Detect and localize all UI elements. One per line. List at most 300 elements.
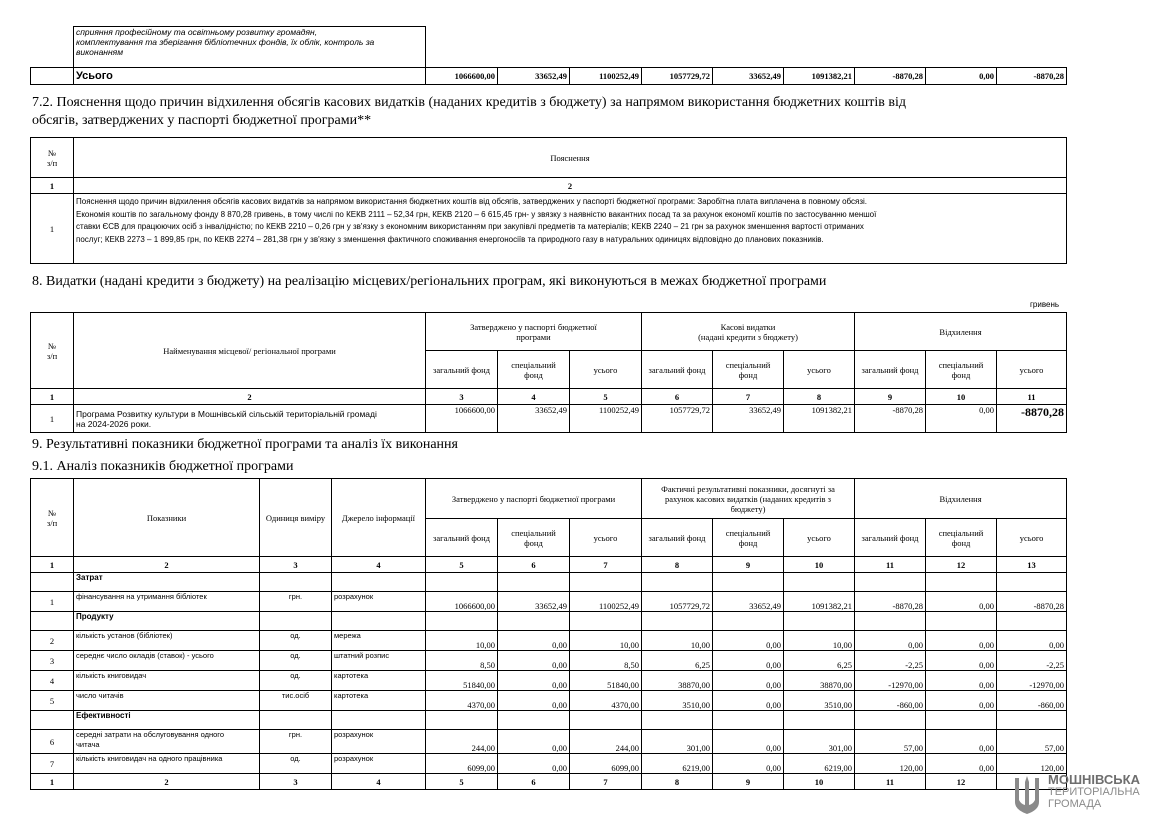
- section-9-1-title: 9.1. Аналіз показників бюджетної програми: [32, 459, 294, 474]
- value-cell: 33652,49: [713, 592, 784, 612]
- empty-cell: [31, 612, 74, 631]
- value-cell: -860,00: [855, 691, 926, 711]
- indicator-line: кількість установ (бібліотек): [76, 631, 173, 640]
- value-cell: 33652,49: [498, 592, 570, 612]
- empty-cell: [260, 573, 332, 592]
- value-cell: 1066600,00: [426, 405, 498, 433]
- value-cell: 1100252,49: [570, 592, 642, 612]
- value-cell: 0,00: [926, 754, 997, 774]
- indicator-line: середнє число окладів (ставок) - усього: [76, 651, 214, 660]
- total-value: 0,00: [926, 68, 997, 85]
- section-8-title: 8. Видатки (надані кредити з бюджету) на реалізацію місцевих/регіональних програм, які виконуються в межах бюджетної програми: [32, 274, 827, 289]
- index-cell: 4: [498, 389, 570, 405]
- indicator-line: число читачів: [76, 691, 124, 700]
- num-header: [31, 313, 74, 389]
- value-cell: 0,00: [855, 631, 926, 651]
- desc-line: комплектування та зберігання бібліотечних фондів, їх облік, контроль за: [76, 37, 375, 47]
- index-cell: 8: [784, 389, 855, 405]
- header-line: спеціальний: [511, 359, 556, 370]
- desc-line: виконанням: [76, 47, 124, 57]
- sub-header-general: загальний фонд: [426, 519, 498, 557]
- indicator-name: [74, 631, 260, 651]
- total-value: 1066600,00: [426, 68, 498, 85]
- value-cell: 0,00: [926, 651, 997, 671]
- value-cell: 6,25: [784, 651, 855, 671]
- header-line: спеціальний: [725, 527, 771, 538]
- total-value: 33652,49: [713, 68, 784, 85]
- approved-group-header: Затверджено у паспорті бюджетної програми: [426, 479, 642, 519]
- index-cell: 5: [426, 557, 498, 573]
- sub-header-general: загальний фонд: [426, 351, 498, 389]
- value-cell: 1091382,21: [784, 405, 855, 433]
- value-cell: 0,00: [926, 631, 997, 651]
- value-cell: 0,00: [498, 754, 570, 774]
- index-cell: 4: [332, 557, 426, 573]
- empty-cell: [713, 711, 784, 730]
- header-line: фонд: [524, 537, 543, 548]
- row-number: 1: [31, 194, 74, 264]
- indicator-line: фінансування на утримання бібліотек: [76, 592, 207, 601]
- row-number: 1: [31, 592, 74, 612]
- value-cell: 244,00: [426, 730, 498, 754]
- source-cell: штатний розпис: [332, 651, 426, 671]
- table-row: [31, 730, 1067, 754]
- text-line: послуг; КЕКВ 2273 – 1 899,85 грн, по КЕКВ 2274 – 281,38 грн у зв'язку з зменшення фактичного споживання енергоносіїв та природного газу в натуральних одиницях відповідно до планових показників.: [76, 234, 824, 244]
- empty-cell: [784, 711, 855, 730]
- empty-cell: [713, 612, 784, 631]
- program-name: [74, 405, 426, 433]
- value-cell: 57,00: [997, 730, 1067, 754]
- value-cell: -2,25: [855, 651, 926, 671]
- header-line: Затверджено у паспорті бюджетної: [470, 321, 597, 332]
- empty-cell: [426, 27, 1067, 68]
- num-label: з/п: [46, 350, 58, 361]
- value-cell: 33652,49: [498, 405, 570, 433]
- actual-group-header: [642, 479, 855, 519]
- value-cell: 6099,00: [426, 754, 498, 774]
- category-row: [31, 612, 1067, 631]
- header-line: спеціальний: [511, 527, 556, 538]
- source-cell: картотека: [332, 691, 426, 711]
- header-line: бюджету): [730, 503, 766, 514]
- sub-header-general: загальний фонд: [642, 351, 713, 389]
- value-cell: 33652,49: [713, 405, 784, 433]
- value-cell: 1091382,21: [784, 592, 855, 612]
- table-row: [31, 592, 1067, 612]
- value-cell: 0,00: [926, 592, 997, 612]
- unit-cell: од.: [260, 754, 332, 774]
- programs-table: [30, 312, 1067, 433]
- value-cell: 3510,00: [784, 691, 855, 711]
- explanation-text: [74, 194, 1067, 264]
- table-row: [31, 691, 1067, 711]
- value-cell: 0,00: [713, 730, 784, 754]
- index-cell: 10: [784, 557, 855, 573]
- value-cell: 1057729,72: [642, 592, 713, 612]
- num-label: №: [47, 340, 57, 351]
- header-line: (надані кредити з бюджету): [698, 331, 798, 342]
- indicator-name: [74, 592, 260, 612]
- footer-index-row: [31, 774, 1067, 790]
- value-cell: -860,00: [997, 691, 1067, 711]
- value-cell: 301,00: [642, 730, 713, 754]
- index-cell: 6: [498, 774, 570, 790]
- index-cell: 7: [713, 389, 784, 405]
- header-line: спеціальний: [938, 359, 984, 370]
- value-cell: -8870,28: [997, 592, 1067, 612]
- trident-icon: [1012, 774, 1042, 816]
- value-cell: 38870,00: [784, 671, 855, 691]
- header-line: Фактичні результативні показники, досягнуті за: [661, 483, 835, 494]
- indicators-table: [30, 478, 1067, 790]
- index-cell: 1: [31, 178, 74, 194]
- index-cell: 1: [31, 389, 74, 405]
- value-cell: -12970,00: [997, 671, 1067, 691]
- index-cell: 12: [926, 557, 997, 573]
- value-cell: 10,00: [784, 631, 855, 651]
- index-cell: 7: [570, 557, 642, 573]
- sub-header-total: усього: [784, 351, 855, 389]
- index-cell: 9: [713, 557, 784, 573]
- row-number: 4: [31, 671, 74, 691]
- empty-cell: [642, 612, 713, 631]
- empty-cell: [713, 573, 784, 592]
- row-number: 5: [31, 691, 74, 711]
- value-cell: 0,00: [713, 631, 784, 651]
- value-cell: 0,00: [713, 651, 784, 671]
- section-9-title: 9. Результативні показники бюджетної програми та аналіз їх виконання: [32, 437, 458, 452]
- value-cell: 8,50: [426, 651, 498, 671]
- index-cell: 4: [332, 774, 426, 790]
- value-cell: 120,00: [997, 754, 1067, 774]
- index-cell: 3: [260, 774, 332, 790]
- value-cell: 1057729,72: [642, 405, 713, 433]
- program-line: Програма Розвитку культури в Мошнівській сільській територіальній громаді: [76, 408, 377, 419]
- unit-cell: тис.осіб: [260, 691, 332, 711]
- index-row: [31, 557, 1067, 573]
- table-row: [31, 671, 1067, 691]
- unit-label: гривень: [1030, 300, 1060, 309]
- source-cell: розрахунок: [332, 730, 426, 754]
- num-header: [31, 479, 74, 557]
- logo-line: ТЕРИТОРІАЛЬНА: [1048, 786, 1140, 798]
- empty-cell: [926, 573, 997, 592]
- sub-header-special: [926, 351, 997, 389]
- value-cell: 10,00: [642, 631, 713, 651]
- index-cell: 8: [642, 774, 713, 790]
- empty-cell: [426, 612, 498, 631]
- approved-group-header: [426, 313, 642, 351]
- empty-cell: [997, 711, 1067, 730]
- value-cell: 10,00: [426, 631, 498, 651]
- header-line: спеціальний: [938, 527, 984, 538]
- empty-cell: [31, 68, 74, 85]
- sub-header-total: усього: [997, 351, 1067, 389]
- empty-cell: [997, 573, 1067, 592]
- value-cell: 244,00: [570, 730, 642, 754]
- value-cell: 4370,00: [570, 691, 642, 711]
- index-cell: 6: [498, 557, 570, 573]
- value-cell: 38870,00: [642, 671, 713, 691]
- index-cell: 5: [570, 389, 642, 405]
- program-name-header: Найменування місцевої/ регіональної програми: [74, 313, 426, 389]
- index-cell: 12: [926, 774, 997, 790]
- explanation-header: Пояснення: [74, 138, 1067, 178]
- num-header: [31, 138, 74, 178]
- index-cell: 6: [642, 389, 713, 405]
- sub-header-special: [498, 351, 570, 389]
- total-value: 1100252,49: [570, 68, 642, 85]
- index-cell: 5: [426, 774, 498, 790]
- total-value: -8870,28: [855, 68, 926, 85]
- empty-cell: [570, 573, 642, 592]
- unit-cell: од.: [260, 631, 332, 651]
- empty-cell: [855, 573, 926, 592]
- empty-cell: [926, 612, 997, 631]
- value-cell: 0,00: [498, 730, 570, 754]
- row-number: 1: [31, 405, 74, 433]
- table-row: [31, 754, 1067, 774]
- header-line: фонд: [738, 537, 758, 548]
- index-cell: 11: [855, 774, 926, 790]
- indicator-name: [74, 730, 260, 754]
- value-cell: 0,00: [713, 754, 784, 774]
- empty-cell: [642, 573, 713, 592]
- sub-header-special: [713, 351, 784, 389]
- title-line: обсягів, затверджених у паспорті бюджетної програми**: [32, 113, 372, 128]
- value-cell: 0,00: [498, 691, 570, 711]
- category-label: Ефективності: [74, 711, 260, 730]
- index-row: [31, 389, 1067, 405]
- header-line: програми: [516, 331, 551, 342]
- text-line: Пояснення щодо причин відхилення обсягів касових видатків за напрямом використання бюджетних коштів від обсягів, затверджених у паспорті бюджетної програми: Заробітна плата виплачена в повному обсязі.: [76, 197, 868, 206]
- row-number: 6: [31, 730, 74, 754]
- unit-cell: од.: [260, 671, 332, 691]
- num-label: з/п: [46, 517, 58, 528]
- source-cell: мережа: [332, 631, 426, 651]
- index-cell: 10: [926, 389, 997, 405]
- value-cell: 0,00: [997, 631, 1067, 651]
- empty-cell: [570, 612, 642, 631]
- index-cell: 3: [260, 557, 332, 573]
- value-cell: 51840,00: [570, 671, 642, 691]
- index-cell: 13: [997, 557, 1067, 573]
- program-description: [74, 27, 426, 68]
- explanation-table: [30, 137, 1067, 264]
- empty-cell: [784, 612, 855, 631]
- community-logo: [1012, 772, 1152, 818]
- empty-cell: [332, 573, 426, 592]
- source-cell: картотека: [332, 671, 426, 691]
- index-cell: 3: [426, 389, 498, 405]
- deviation-group-header: Відхилення: [855, 313, 1067, 351]
- value-cell: 6099,00: [570, 754, 642, 774]
- total-value: -8870,28: [997, 68, 1067, 85]
- index-cell: 1: [31, 774, 74, 790]
- empty-cell: [260, 612, 332, 631]
- total-value: 1091382,21: [784, 68, 855, 85]
- value-cell: 3510,00: [642, 691, 713, 711]
- category-label: Затрат: [74, 573, 260, 592]
- cash-group-header: [642, 313, 855, 351]
- unit-header: Одиниця виміру: [260, 479, 332, 557]
- sub-header-general: загальний фонд: [855, 351, 926, 389]
- value-cell: 8,50: [570, 651, 642, 671]
- category-row: [31, 573, 1067, 592]
- value-cell: 0,00: [926, 671, 997, 691]
- sub-header-total: усього: [570, 519, 642, 557]
- table-row: [31, 651, 1067, 671]
- total-value: 33652,49: [498, 68, 570, 85]
- empty-cell: [570, 711, 642, 730]
- row-number: 3: [31, 651, 74, 671]
- text-line: ставки ЄСВ для працюючих осіб з інвалідністю; по КЕКВ 2210 – 0,26 грн у зв'язку з економним використанням при закупівлі предметів та матеріалів; КЕКВ 2240 – 21 грн за рахунок зменшення вартості отриманих: [76, 222, 864, 231]
- num-label: №: [47, 507, 57, 518]
- value-cell: 6219,00: [642, 754, 713, 774]
- logo-line: МОШНІВСЬКА: [1048, 772, 1140, 787]
- empty-cell: [784, 573, 855, 592]
- value-cell: 6,25: [642, 651, 713, 671]
- desc-line: сприяння професійному та освітньому розвитку громадян,: [76, 27, 318, 37]
- index-cell: 1: [31, 557, 74, 573]
- value-cell: -8870,28: [855, 592, 926, 612]
- empty-cell: [426, 711, 498, 730]
- index-cell: 10: [784, 774, 855, 790]
- section-7-2-title: [32, 94, 906, 130]
- source-cell: розрахунок: [332, 592, 426, 612]
- empty-cell: [31, 711, 74, 730]
- header-line: спеціальний: [725, 359, 771, 370]
- program-line: на 2024-2026 роки.: [76, 418, 152, 429]
- sub-header-general: загальний фонд: [855, 519, 926, 557]
- empty-cell: [855, 711, 926, 730]
- unit-cell: грн.: [260, 592, 332, 612]
- sub-header-total: усього: [570, 351, 642, 389]
- empty-cell: [260, 711, 332, 730]
- header-line: рахунок касових видатків (наданих кредитів з: [665, 493, 831, 504]
- index-cell: 2: [74, 178, 1067, 194]
- empty-cell: [31, 573, 74, 592]
- empty-cell: [332, 711, 426, 730]
- value-cell: 6219,00: [784, 754, 855, 774]
- empty-cell: [498, 573, 570, 592]
- total-label: Усього: [74, 68, 426, 85]
- index-cell: 8: [642, 557, 713, 573]
- header-line: Касові видатки: [720, 321, 776, 332]
- empty-cell: [426, 573, 498, 592]
- indicator-name: [74, 691, 260, 711]
- header-line: фонд: [738, 369, 758, 380]
- row-number: 2: [31, 631, 74, 651]
- indicator-line: читача: [76, 740, 100, 749]
- index-cell: 7: [570, 774, 642, 790]
- logo-line: ГРОМАДА: [1048, 798, 1102, 810]
- total-value: 1057729,72: [642, 68, 713, 85]
- deviation-group-header: Відхилення: [855, 479, 1067, 519]
- num-label: №: [47, 147, 57, 158]
- value-cell: 0,00: [498, 631, 570, 651]
- value-cell: 0,00: [926, 691, 997, 711]
- row-number: 7: [31, 754, 74, 774]
- indicator-line: кількість книговидач: [76, 671, 147, 680]
- index-cell: 9: [713, 774, 784, 790]
- category-label: Продукту: [74, 612, 260, 631]
- value-cell: 51840,00: [426, 671, 498, 691]
- value-cell: -2,25: [997, 651, 1067, 671]
- value-cell: -8870,28: [855, 405, 926, 433]
- indicator-name: [74, 671, 260, 691]
- num-label: з/п: [46, 157, 58, 168]
- value-cell: 301,00: [784, 730, 855, 754]
- sub-header-special: [498, 519, 570, 557]
- empty-cell: [332, 612, 426, 631]
- indicator-name: [74, 754, 260, 774]
- source-header: Джерело інформації: [332, 479, 426, 557]
- index-cell: 11: [997, 389, 1067, 405]
- value-cell: 4370,00: [426, 691, 498, 711]
- value-cell: 0,00: [713, 691, 784, 711]
- empty-cell: [31, 27, 74, 68]
- empty-cell: [642, 711, 713, 730]
- value-cell: 0,00: [713, 671, 784, 691]
- value-cell: 0,00: [926, 405, 997, 433]
- value-cell: -8870,28: [997, 405, 1067, 433]
- value-cell: 10,00: [570, 631, 642, 651]
- index-cell: 9: [855, 389, 926, 405]
- indicator-line: кількість книговидач на одного працівника: [76, 754, 223, 763]
- empty-cell: [855, 612, 926, 631]
- logo-text: [1048, 774, 1140, 810]
- value-cell: 1066600,00: [426, 592, 498, 612]
- header-line: фонд: [524, 369, 543, 380]
- indicator-header: Показники: [74, 479, 260, 557]
- sub-header-general: загальний фонд: [642, 519, 713, 557]
- unit-cell: грн.: [260, 730, 332, 754]
- index-cell: 2: [74, 389, 426, 405]
- table-row: [31, 405, 1067, 433]
- category-row: [31, 711, 1067, 730]
- empty-cell: [498, 711, 570, 730]
- value-cell: 57,00: [855, 730, 926, 754]
- empty-cell: [926, 711, 997, 730]
- indicator-line: середні затрати на обслуговування одного: [76, 730, 225, 739]
- index-cell: 2: [74, 557, 260, 573]
- value-cell: 0,00: [926, 730, 997, 754]
- header-line: фонд: [951, 369, 971, 380]
- sub-header-total: усього: [997, 519, 1067, 557]
- value-cell: 0,00: [498, 651, 570, 671]
- unit-cell: од.: [260, 651, 332, 671]
- sub-header-total: усього: [784, 519, 855, 557]
- header-line: фонд: [951, 537, 971, 548]
- total-row: [31, 68, 1067, 85]
- table-row: [31, 631, 1067, 651]
- index-cell: 11: [855, 557, 926, 573]
- value-cell: -12970,00: [855, 671, 926, 691]
- text-line: Економія коштів по загальному фонду 8 870,28 гривень, в тому числі по КЕКВ 2111 – 52,34 грн, КЕКВ 2120 – 6 615,45 грн- у звязку з наявністю вакантних посад та за рахунок економії коштів по застосуванню меншої: [76, 209, 877, 219]
- sub-header-special: [926, 519, 997, 557]
- source-cell: розрахунок: [332, 754, 426, 774]
- empty-cell: [498, 612, 570, 631]
- value-cell: 1100252,49: [570, 405, 642, 433]
- value-cell: 120,00: [855, 754, 926, 774]
- indicator-name: [74, 651, 260, 671]
- index-cell: 2: [74, 774, 260, 790]
- title-line: 7.2. Пояснення щодо причин відхилення обсягів касових видатків (наданих кредитів з бюджету) за напрямом використання бюджетних коштів від: [32, 95, 906, 110]
- sub-header-special: [713, 519, 784, 557]
- value-cell: 0,00: [498, 671, 570, 691]
- empty-cell: [997, 612, 1067, 631]
